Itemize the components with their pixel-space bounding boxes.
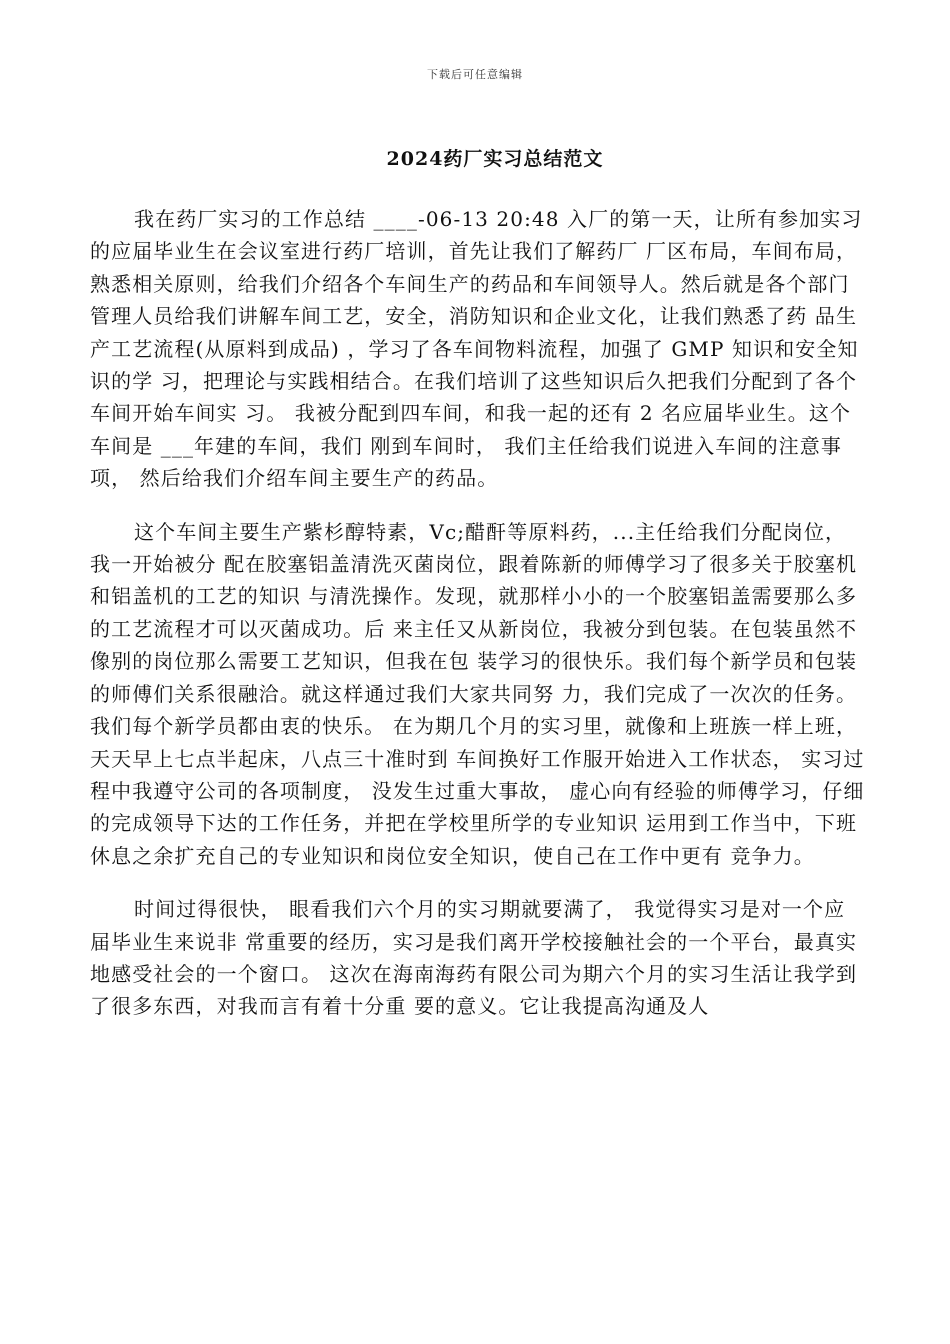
paragraph-2: 这个车间主要生产紫杉醇特素，Vc;醋酐等原料药，...主任给我们分配岗位，我一开始被分 配在胶塞铝盖清洗灭菌岗位，跟着陈新的师傅学习了很多关于胶塞机和铝盖机的工艺的知识 与清洗操作。发现，就那样小小的一个胶塞铝盖需要那么多的工艺流程才可以灭菌成功。后 来主任又从新岗位，我被分到包装。在包装虽然不像别的岗位那么需要工艺知识，但我在包 装学习的很快乐。我们每个新学员和包装的师傅们关系很融洽。就这样通过我们大家共同努 力，我们完成了一次次的任务。我们每个新学员都由衷的快乐。 在为期几个月的实习里，就像和上班族一样上班，天天早上七点半起床，八点三十准时到 车间换好工作服开始进入工作状态， 实习过程中我遵守公司的各项制度， 没发生过重大事故， 虚心向有经验的师傅学习，仔细的完成领导下达的工作任务，并把在学校里所学的专业知识 运用到工作当中，下班休息之余扩充自己的专业知识和岗位安全知识，使自己在工作中更有 竞争力。 [90, 519, 865, 868]
header-note: 下载后可任意编辑 [427, 68, 523, 81]
document-body [90, 203, 865, 1023]
paragraph-1: 我在药厂实习的工作总结 ____-06-13 20:48 入厂的第一天，让所有参加实习的应届毕业生在会议室进行药厂培训，首先让我们了解药厂 厂区布局，车间布局，熟悉相关原则，给我们介绍各个车间生产的药品和车间领导人。然后就是各个部门管理人员给我们讲解车间工艺，安全，消防知识和企业文化，让我们熟悉了药 品生产工艺流程(从原料到成品) ，学习了各车间物料流程，加强了 GMP 知识和安全知识的学 习，把理论与实践相结合。在我们培训了这些知识后久把我们分配到了各个车间开始车间实 习。 我被分配到四车间，和我一起的还有 2 名应届毕业生。这个车间是 ___年建的车间，我们 刚到车间时， 我们主任给我们说进入车间的注意事项， 然后给我们介绍车间主要生产的药品。 [90, 207, 863, 491]
document-title: 2024药厂实习总结范文 [386, 148, 604, 170]
paragraph-3: 时间过得很快， 眼看我们六个月的实习期就要满了， 我觉得实习是对一个应届毕业生来说非 常重要的经历，实习是我们离开学校接触社会的一个平台，最真实地感受社会的一个窗口。 这次在海南海药有限公司为期六个月的实习生活让我学到了很多东西，对我而言有着十分重 要的意义。它让我提高沟通及人 [90, 897, 858, 1019]
